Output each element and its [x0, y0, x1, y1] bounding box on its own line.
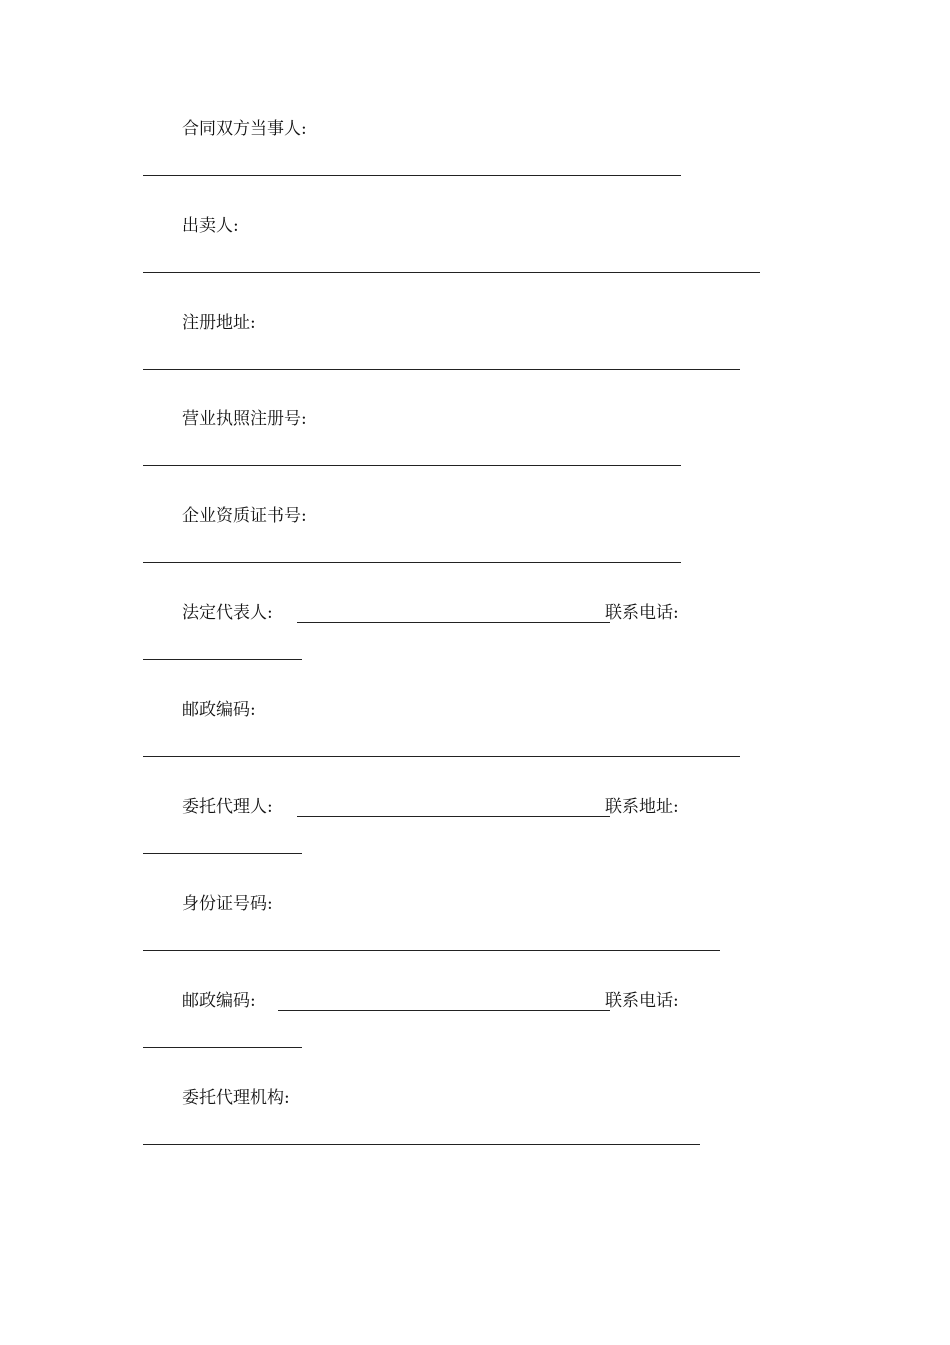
agency-label: 委托代理机构: — [182, 1088, 290, 1108]
agent-blank-line[interactable] — [297, 816, 610, 817]
seller-label: 出卖人: — [182, 216, 239, 236]
business-license-blank-line[interactable] — [143, 465, 681, 466]
business-license-label: 营业执照注册号: — [182, 409, 307, 429]
postcode-blank-line-2[interactable] — [278, 1010, 610, 1011]
phone-label-2: 联系电话: — [605, 991, 679, 1011]
id-number-label: 身份证号码: — [182, 894, 273, 914]
parties-label: 合同双方当事人: — [182, 119, 307, 139]
parties-blank-line[interactable] — [143, 175, 681, 176]
legal-representative-label: 法定代表人: — [182, 603, 273, 623]
postcode-label-1: 邮政编码: — [182, 700, 256, 720]
qualification-cert-label: 企业资质证书号: — [182, 506, 307, 526]
agent-label: 委托代理人: — [182, 797, 273, 817]
contact-address-blank-line[interactable] — [143, 853, 302, 854]
phone-blank-line-2[interactable] — [143, 1047, 302, 1048]
registered-address-label: 注册地址: — [182, 313, 256, 333]
legal-representative-blank-line[interactable] — [297, 622, 610, 623]
registered-address-blank-line[interactable] — [143, 369, 740, 370]
id-number-blank-line[interactable] — [143, 950, 720, 951]
contact-address-label: 联系地址: — [605, 797, 679, 817]
seller-blank-line[interactable] — [143, 272, 760, 273]
agency-blank-line[interactable] — [143, 1144, 700, 1145]
postcode-label-2: 邮政编码: — [182, 991, 256, 1011]
phone-blank-line-1[interactable] — [143, 659, 302, 660]
phone-label-1: 联系电话: — [605, 603, 679, 623]
qualification-cert-blank-line[interactable] — [143, 562, 681, 563]
postcode-blank-line-1[interactable] — [143, 756, 740, 757]
